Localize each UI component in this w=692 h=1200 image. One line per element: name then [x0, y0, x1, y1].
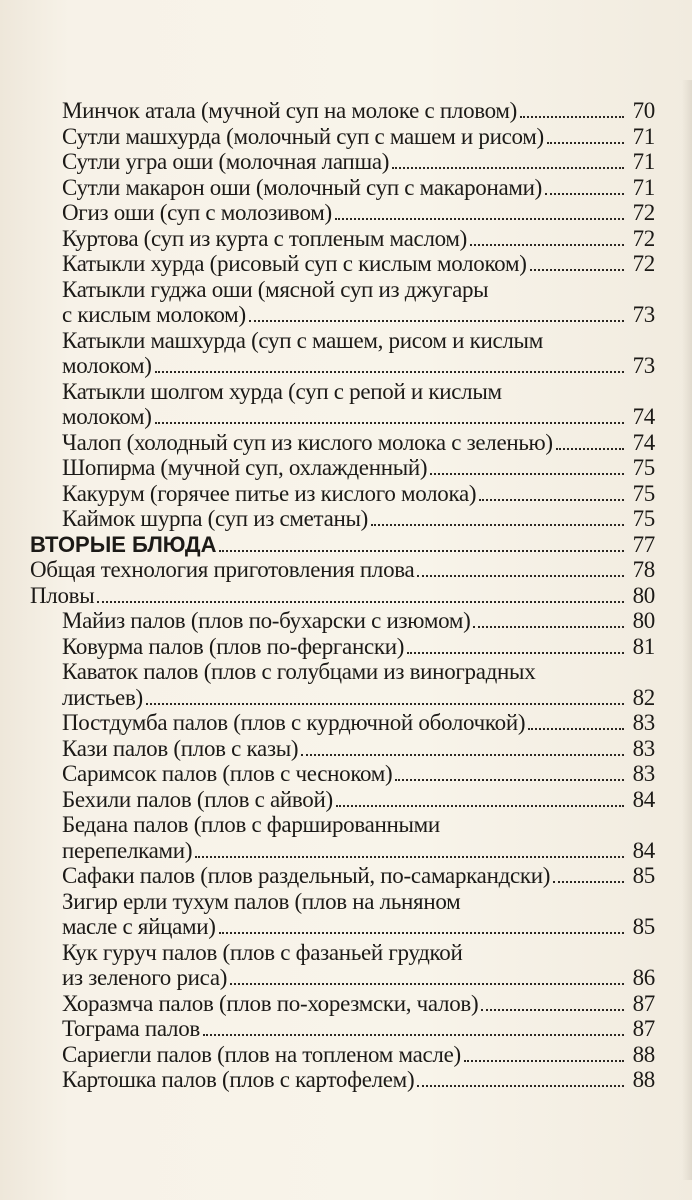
dot-leader	[547, 126, 624, 144]
toc-entry-title-continued: из зеленого риса)	[62, 965, 228, 990]
toc-entry-title: Сариегли палов (плов на топленом масле)	[62, 1041, 461, 1067]
toc-entry-row	[62, 149, 655, 175]
toc-entry	[62, 175, 655, 201]
toc-entry	[62, 608, 655, 634]
toc-entry-title: Катыкли машхурда (суп с машем, рисом и кислым	[62, 327, 543, 353]
toc-entry	[62, 710, 655, 736]
toc-entry-title: ВТОРЫЕ БЛЮДА	[30, 531, 217, 557]
toc-entry	[30, 557, 655, 583]
toc-entry-title: Пловы	[30, 582, 95, 608]
toc-entry	[62, 379, 655, 430]
toc-page-number: 81	[632, 633, 655, 659]
dot-leader	[301, 738, 624, 756]
toc-entry-row	[62, 863, 655, 889]
toc-page-number: 84	[632, 837, 655, 863]
dot-leader	[545, 177, 624, 195]
toc-entry	[62, 761, 655, 787]
toc-entry-title: Чалоп (холодный суп из кислого молока с зеленью)	[62, 429, 553, 455]
toc-entry-row	[62, 1042, 655, 1068]
dot-leader	[249, 304, 624, 322]
toc-entry-row	[62, 226, 655, 252]
toc-page-number: 82	[632, 684, 655, 710]
dot-leader	[430, 457, 624, 475]
toc-page-number: 75	[632, 480, 655, 506]
toc-entry	[62, 787, 655, 813]
toc-entry	[62, 251, 655, 277]
toc-entry-title-continued: листьев)	[62, 684, 143, 710]
toc-entry-title: Ковурма палов (плов по-фергански)	[62, 633, 405, 659]
toc-entry-row	[62, 710, 655, 736]
toc-entry-title: Бехили палов (плов с айвой)	[62, 786, 333, 812]
toc-entry-title: Тограма палов	[62, 1016, 200, 1041]
toc-entry-row	[62, 98, 655, 124]
toc-page-number: 74	[632, 429, 655, 455]
dot-leader	[371, 508, 624, 526]
toc-entry	[62, 863, 655, 889]
dot-leader	[392, 151, 624, 169]
toc-entry-title: Огиз оши (суп с молозивом)	[62, 200, 332, 225]
dot-leader	[219, 916, 624, 934]
toc-entry-title: Какурум (горячее питье из кислого молока)	[62, 480, 477, 506]
toc-entry-row	[62, 608, 655, 634]
toc-entry-title: Катыкли хурда (рисовый суп с кислым молоком)	[62, 251, 527, 276]
toc-page-number: 72	[632, 225, 655, 251]
toc-page-number: 73	[632, 353, 655, 378]
toc-entry-title-continued: с кислым молоком)	[62, 302, 246, 327]
toc-entry	[62, 430, 655, 456]
toc-entry-title: Катыкли шолгом хурда (суп с репой и кислым	[62, 378, 502, 404]
toc-entry	[62, 481, 655, 507]
toc-entry	[62, 455, 655, 481]
toc-page-number: 71	[632, 174, 655, 200]
dot-leader	[464, 1044, 624, 1062]
toc-entry-title: Хоразмча палов (плов по-хорезмски, чалов)	[62, 990, 479, 1016]
toc-page-number: 88	[632, 1067, 655, 1092]
dot-leader	[553, 865, 624, 883]
toc-entry-row	[62, 251, 655, 277]
toc-entry-row	[30, 583, 655, 609]
page-edge-shadow	[682, 80, 692, 1180]
toc-entry	[62, 634, 655, 660]
toc-page-number: 83	[632, 735, 655, 761]
dot-leader	[417, 559, 624, 577]
toc-entry-title: Каймок шурпа (суп из сметаны)	[62, 506, 369, 531]
toc-entry-title: Шопирма (мучной суп, охлажденный)	[62, 455, 428, 480]
toc-entry-title: Кук гуруч палов (плов с фазаньей грудкой	[62, 939, 463, 965]
toc-entry-row	[62, 430, 655, 456]
toc-entry	[62, 98, 655, 124]
toc-entry-row	[62, 481, 655, 507]
toc-page-number: 75	[632, 455, 655, 480]
toc-entry	[62, 226, 655, 252]
toc-entry-row	[62, 404, 655, 430]
toc-entry-title: Каваток палов (плов с голубцами из виноградных	[62, 659, 536, 684]
toc-entry-title-continued: молоком)	[62, 353, 152, 378]
dot-leader	[481, 993, 624, 1011]
toc-entry-row	[62, 634, 655, 660]
toc-entry-row	[62, 124, 655, 150]
toc-page-number: 87	[632, 1016, 655, 1041]
toc-entry-title-continued: масле с яйцами)	[62, 914, 216, 939]
toc-entry-title: Кази палов (плов с казы)	[62, 735, 299, 761]
toc-page-number: 70	[632, 98, 655, 123]
dot-leader	[528, 712, 624, 730]
toc-page-number: 85	[632, 914, 655, 939]
toc-page-number: 83	[632, 761, 655, 786]
toc-page-number: 78	[632, 557, 655, 582]
toc-entry-row	[62, 838, 655, 864]
dot-leader	[479, 483, 624, 501]
dot-leader	[203, 1018, 624, 1036]
dot-leader	[556, 432, 624, 450]
toc-entry	[30, 583, 655, 609]
toc-entry-row	[62, 455, 655, 481]
toc-entry	[62, 277, 655, 328]
toc-page-number: 75	[632, 506, 655, 531]
toc-entry-row	[30, 557, 655, 583]
toc-entry-title: Постдумба палов (плов с курдючной оболочкой)	[62, 710, 526, 735]
dot-leader	[155, 406, 624, 424]
toc-page-number: 72	[632, 200, 655, 225]
toc-page-number: 84	[632, 786, 655, 812]
toc-entry-title: Бедана палов (плов с фаршированными	[62, 812, 440, 837]
toc-entry-row	[62, 787, 655, 813]
dot-leader	[146, 687, 624, 705]
toc-entry	[62, 1016, 655, 1042]
toc-entry	[62, 124, 655, 150]
dot-leader	[407, 636, 624, 654]
dot-leader	[470, 228, 624, 246]
toc-entry-row	[62, 991, 655, 1017]
toc-entry-title: Картошка палов (плов с картофелем)	[62, 1067, 415, 1092]
toc-entry-row	[62, 914, 655, 940]
dot-leader	[395, 763, 624, 781]
toc-page-number: 85	[632, 863, 655, 888]
toc-entry-title: Сутли макарон оши (молочный суп с макаронами)	[62, 174, 543, 200]
toc-entry-title: Общая технология приготовления плова	[30, 557, 415, 582]
toc-entry	[62, 659, 655, 710]
toc-entry-title-continued: перепелками)	[62, 837, 193, 863]
dot-leader	[335, 202, 624, 220]
toc-entry	[62, 1067, 655, 1093]
dot-leader	[530, 253, 624, 271]
toc-page-number: 71	[632, 123, 655, 149]
toc-entry-row	[62, 736, 655, 762]
toc-entry-title: Сафаки палов (плов раздельный, по-самаркандски)	[62, 863, 551, 888]
dot-leader	[97, 585, 624, 603]
dot-leader	[336, 789, 624, 807]
toc-entry-row	[62, 685, 655, 711]
toc-entry-row	[62, 175, 655, 201]
toc-page-number: 86	[632, 965, 655, 990]
toc-entry-row	[62, 200, 655, 226]
toc-entry-row	[30, 532, 655, 558]
toc-entry	[62, 328, 655, 379]
toc-entry-row	[62, 302, 655, 328]
toc-page-number: 88	[632, 1041, 655, 1067]
dot-leader	[473, 610, 624, 628]
toc-entry-title: Сутли угра оши (молочная лапша)	[62, 149, 390, 174]
toc-entry	[62, 1042, 655, 1068]
toc-page-number: 77	[632, 531, 655, 557]
toc-page-number: 71	[632, 149, 655, 174]
toc-entry	[62, 200, 655, 226]
toc-entry-row	[62, 506, 655, 532]
toc-entry-row	[62, 1016, 655, 1042]
toc-entry-title: Майиз палов (плов по-бухарски с изюмом)	[62, 608, 471, 633]
toc-entry-title-continued: молоком)	[62, 404, 152, 429]
toc-entry-row	[62, 353, 655, 379]
toc-entry-row	[62, 761, 655, 787]
table-of-contents	[30, 98, 655, 1093]
toc-entry-title: Куртова (суп из курта с топленым маслом)	[62, 225, 468, 251]
toc-entry-row	[62, 1067, 655, 1093]
toc-entry	[62, 889, 655, 940]
dot-leader	[417, 1069, 624, 1087]
toc-entry-title: Минчок атала (мучной суп на молоке с пловом)	[62, 98, 518, 123]
toc-entry	[62, 736, 655, 762]
toc-entry	[62, 149, 655, 175]
toc-page-number: 80	[632, 608, 655, 633]
toc-entry	[62, 812, 655, 863]
dot-leader	[520, 100, 624, 118]
dot-leader	[230, 967, 624, 985]
toc-entry	[62, 940, 655, 991]
toc-section-heading	[30, 532, 655, 558]
toc-entry-row	[62, 965, 655, 991]
dot-leader	[219, 534, 624, 552]
toc-page-number: 87	[632, 990, 655, 1016]
toc-entry-title: Саримсок палов (плов с чесноком)	[62, 761, 393, 786]
toc-page-number: 83	[632, 710, 655, 735]
dot-leader	[155, 355, 624, 373]
toc-entry-title: Катыкли гуджа оши (мясной суп из джугары	[62, 276, 489, 302]
toc-entry-title: Сутли машхурда (молочный суп с машем и рисом)	[62, 123, 544, 149]
toc-page-number: 80	[632, 582, 655, 608]
dot-leader	[195, 840, 624, 858]
toc-entry	[62, 991, 655, 1017]
toc-entry-title: Зигир ерли тухум палов (плов на льняном	[62, 888, 461, 914]
toc-page-number: 73	[632, 302, 655, 327]
toc-page-number: 74	[632, 404, 655, 429]
toc-page-number: 72	[632, 251, 655, 276]
toc-entry	[62, 506, 655, 532]
